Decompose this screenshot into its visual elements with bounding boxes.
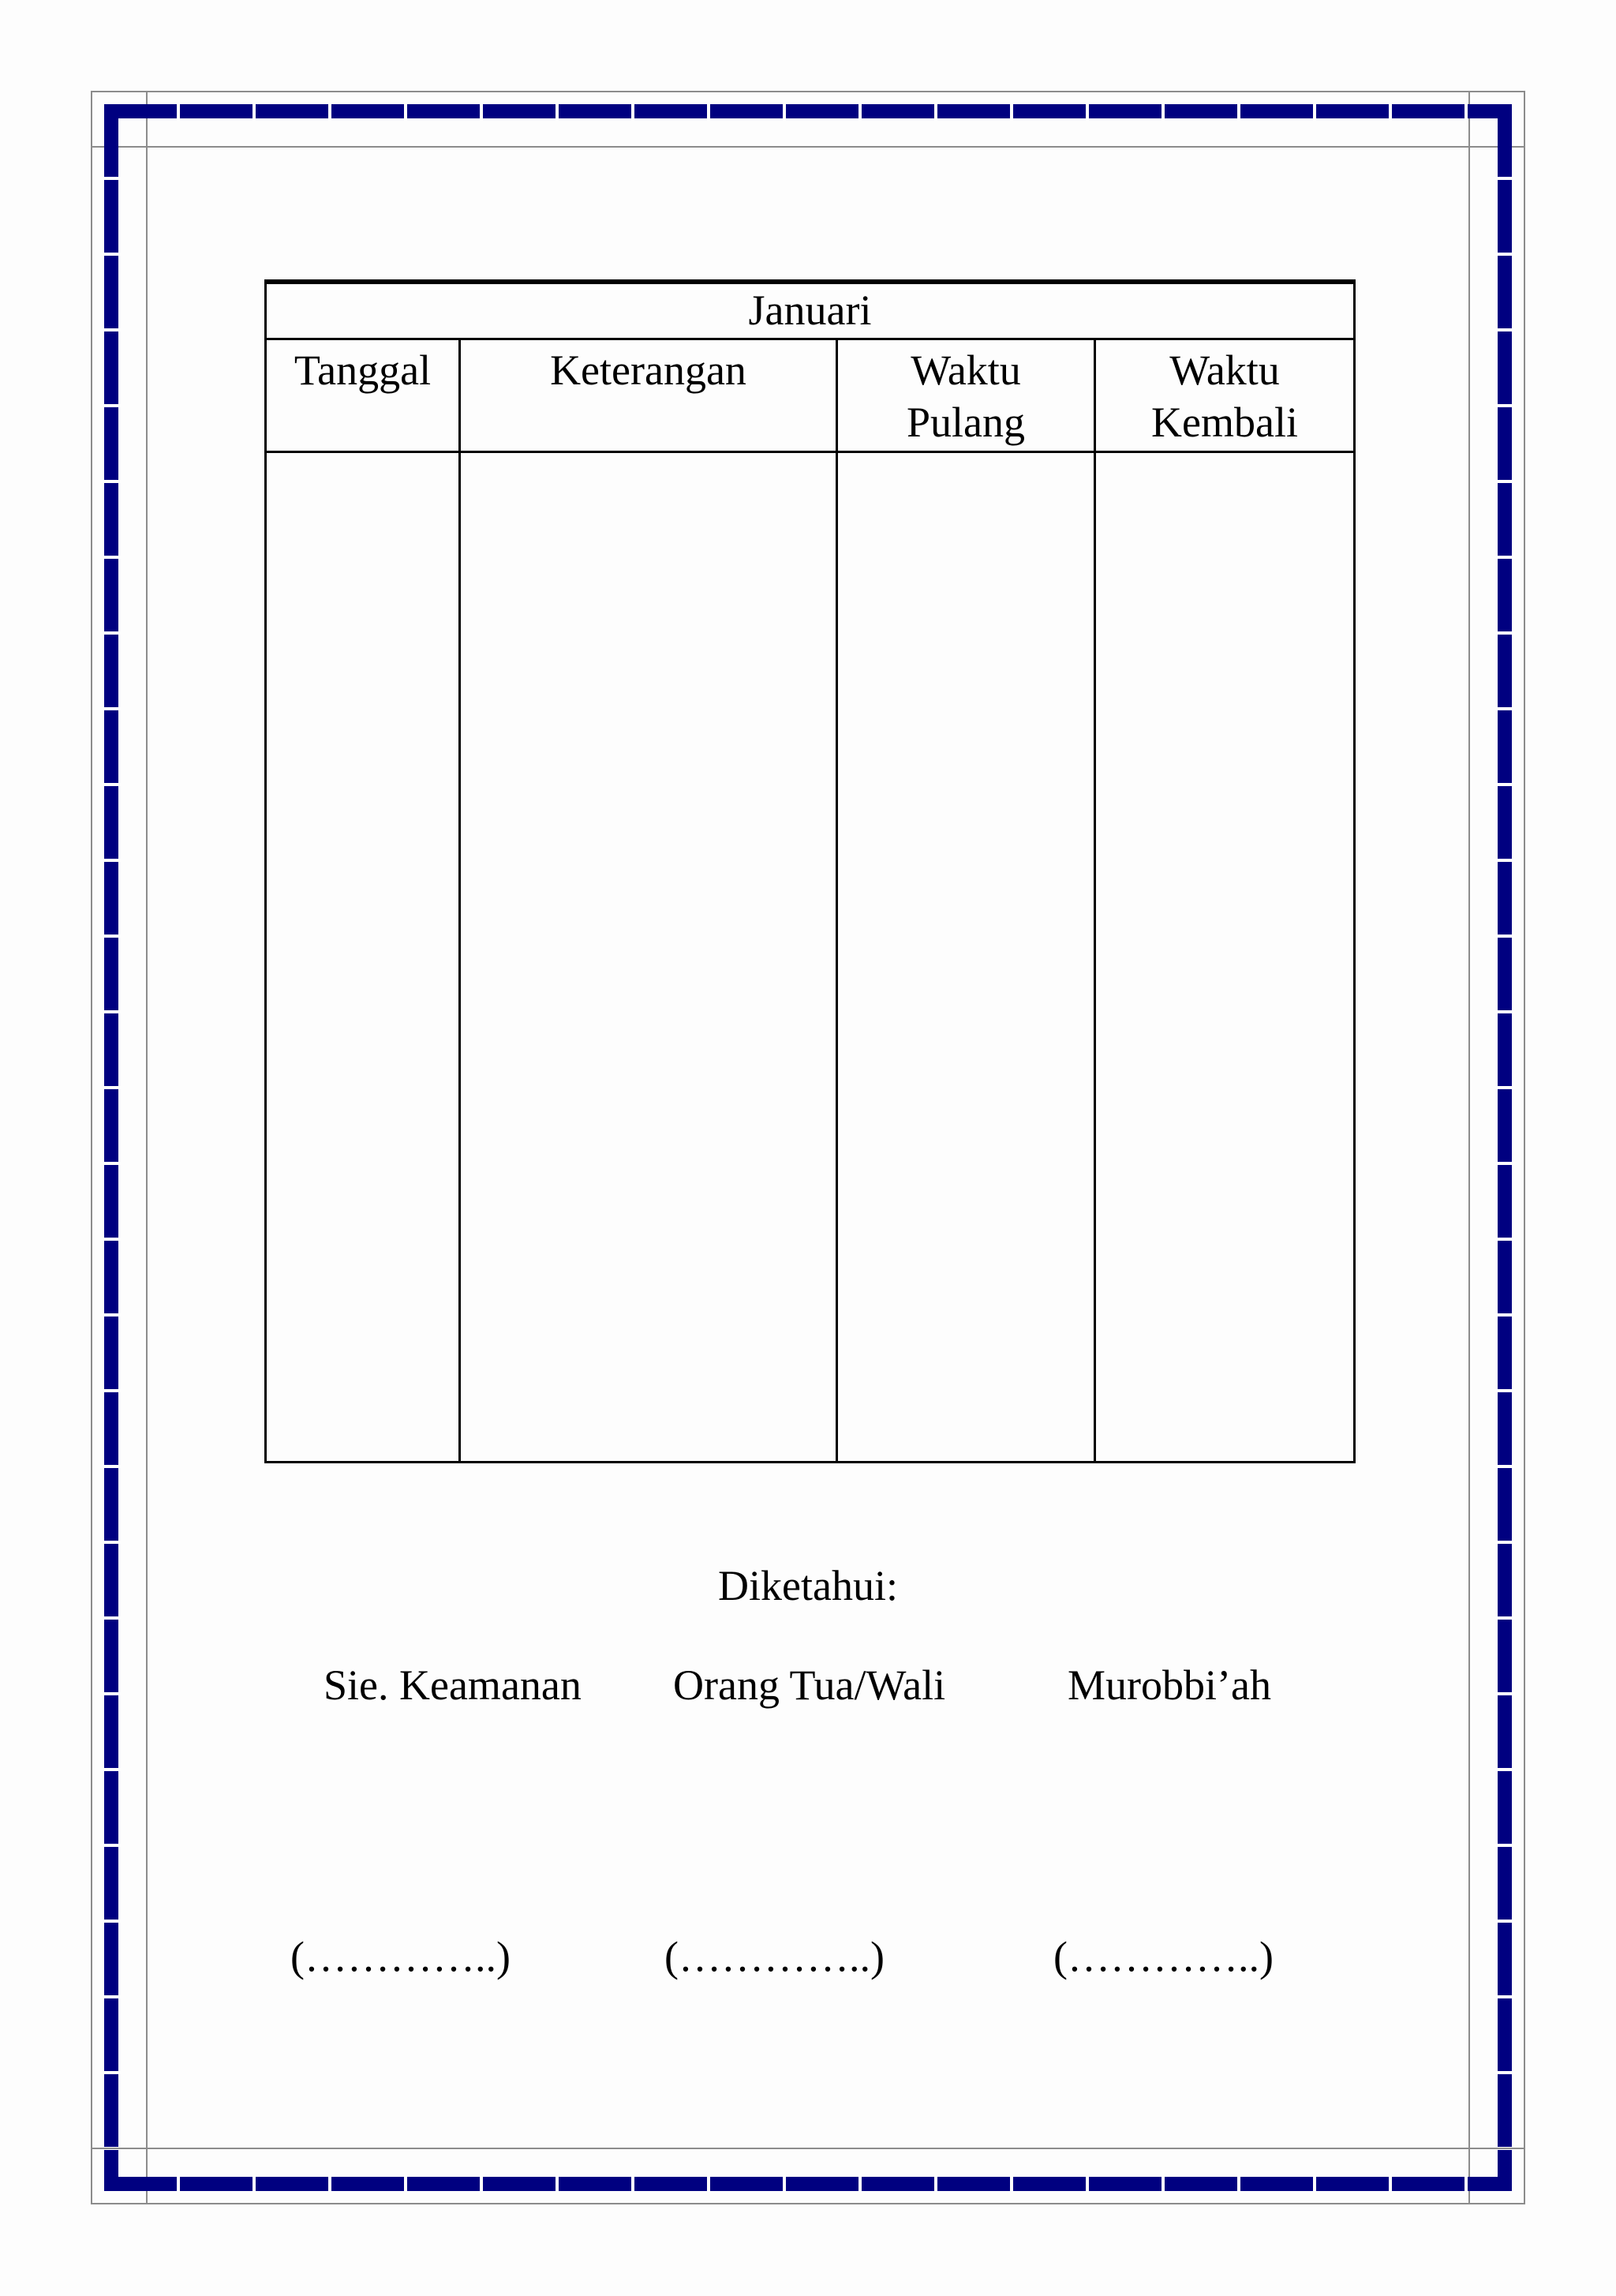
signer-sie-keamanan: Sie. Keamanan bbox=[324, 1661, 582, 1709]
month-header: Januari bbox=[266, 282, 1355, 339]
column-header-waktu-pulang bbox=[837, 339, 1095, 452]
signature-line-murobbiah: (…………..) bbox=[1053, 1933, 1274, 1980]
waktu-kembali-cell[interactable] bbox=[1095, 452, 1355, 1463]
signer-orang-tua-wali: Orang Tua/Wali bbox=[673, 1661, 946, 1709]
column-header-keterangan bbox=[460, 339, 837, 452]
table-row bbox=[266, 452, 1355, 1463]
signature-line-sie-keamanan: (…………..) bbox=[290, 1933, 511, 1980]
signature-line-orang-tua-wali: (…………..) bbox=[664, 1933, 885, 1980]
column-header-waktu-kembali bbox=[1095, 339, 1355, 452]
keterangan-cell[interactable] bbox=[460, 452, 837, 1463]
column-header-label-second-line: Pulang bbox=[906, 398, 1025, 446]
column-header-label-second-line: Kembali bbox=[1151, 398, 1298, 446]
tanggal-cell[interactable] bbox=[266, 452, 460, 1463]
column-header-label: Tanggal bbox=[294, 346, 432, 394]
column-header-label: Waktu bbox=[911, 346, 1021, 394]
acknowledged-label: Diketahui: bbox=[718, 1562, 898, 1609]
signer-murobbiah: Murobbi’ah bbox=[1068, 1661, 1271, 1709]
waktu-pulang-cell[interactable] bbox=[837, 452, 1095, 1463]
column-header-label: Waktu bbox=[1169, 346, 1280, 394]
leave-log-table bbox=[264, 279, 1356, 1463]
column-header-tanggal bbox=[266, 339, 460, 452]
column-header-label: Keterangan bbox=[550, 346, 746, 394]
